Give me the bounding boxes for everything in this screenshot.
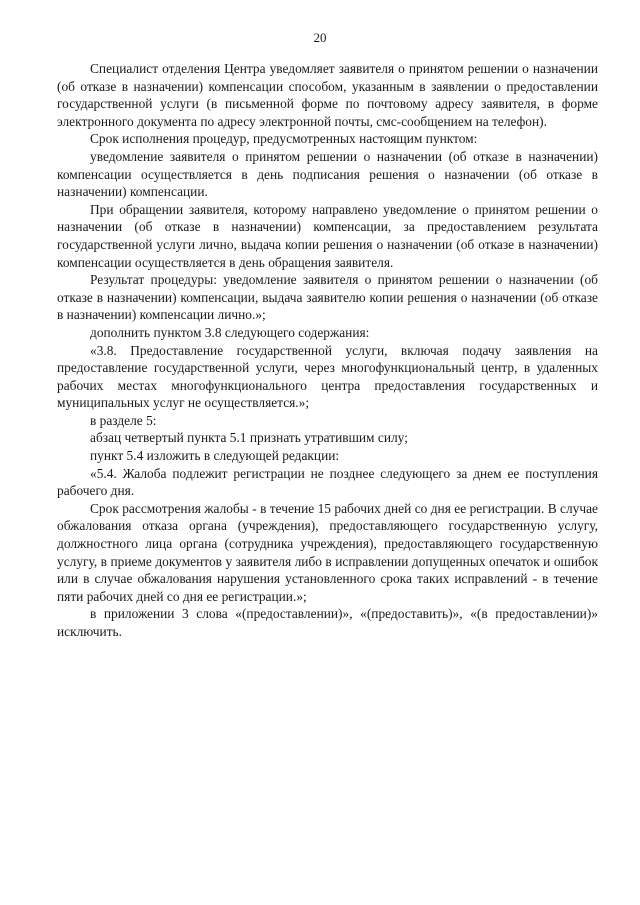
paragraph-notification-method: Специалист отделения Центра уведомляет заявителя о принятом решении о назначении (об отказе в назначении) компенсации способом, указанным в заявлении о предоставлении государственной услуги (в письменной форме по почтовому адресу заявителя, в форме электронного документа по адресу электронной почты, смс-сообщением на телефон). (57, 61, 598, 129)
paragraph-section-5: в разделе 5: (90, 412, 157, 428)
paragraph-procedure-result: Результат процедуры: уведомление заявителя о принятом решении о назначении (об отказе в назначении) компенсации, выдача заявителю копии решения о назначении (об отказе в назначении) компенсации лично.»; (57, 272, 598, 323)
paragraph-personal-request: При обращении заявителя, которому направлено уведомление о принятом решении о назначении (об отказе в назначении) компенсации, за предоставлением результата государственной услуги лично, выдача копии решения о назначении (об отказе в назначении) компенсации осуществляется в день обращения заявителя. (57, 201, 598, 270)
document-body (57, 60, 598, 641)
paragraph-appendix-3: в приложении 3 слова «(предоставлении)», «(предоставить)», «(в предоставлении)» исключить. (57, 606, 598, 639)
paragraph-notification-timing: уведомление заявителя о принятом решении о назначении (об отказе в назначении) компенсации осуществляется в день подписания решения о назначении (об отказе в назначении) компенсации. (57, 148, 598, 200)
paragraph-item-5-1: абзац четвертый пункта 5.1 признать утратившим силу; (90, 430, 408, 446)
paragraph-procedure-deadline: Срок исполнения процедур, предусмотренных настоящим пунктом: (90, 131, 478, 147)
paragraph-item-5-4: «5.4. Жалоба подлежит регистрации не позднее следующего за днем ее поступления рабочего дня. (57, 465, 598, 499)
paragraph-add-item-3-8: дополнить пунктом 3.8 следующего содержания: (90, 324, 370, 340)
paragraph-item-3-8: «3.8. Предоставление государственной услуги, включая подачу заявления на предоставление государственной услуги, через многофункциональный центр, в удаленных рабочих местах многофункционального центра предоставления государственных и муниципальных услуг не осуществляется.»; (57, 342, 598, 411)
paragraph-item-5-4-intro: пункт 5.4 изложить в следующей редакции: (90, 448, 340, 464)
paragraph-complaint-deadline: Срок рассмотрения жалобы - в течение 15 рабочих дней со дня ее регистрации. В случае обжалования отказа органа (учреждения), предоставляющего государственную услугу, должностного лица органа (сотрудника учреждения), предоставляющего государственную услугу, в приеме документов у заявителя либо в исправлении допущенных опечаток и ошибок или в случае обжалования нарушения установленного срока таких исправлений - в течение пяти рабочих дней со дня ее регистрации.»; (57, 500, 598, 604)
page-number: 20 (313, 30, 327, 45)
